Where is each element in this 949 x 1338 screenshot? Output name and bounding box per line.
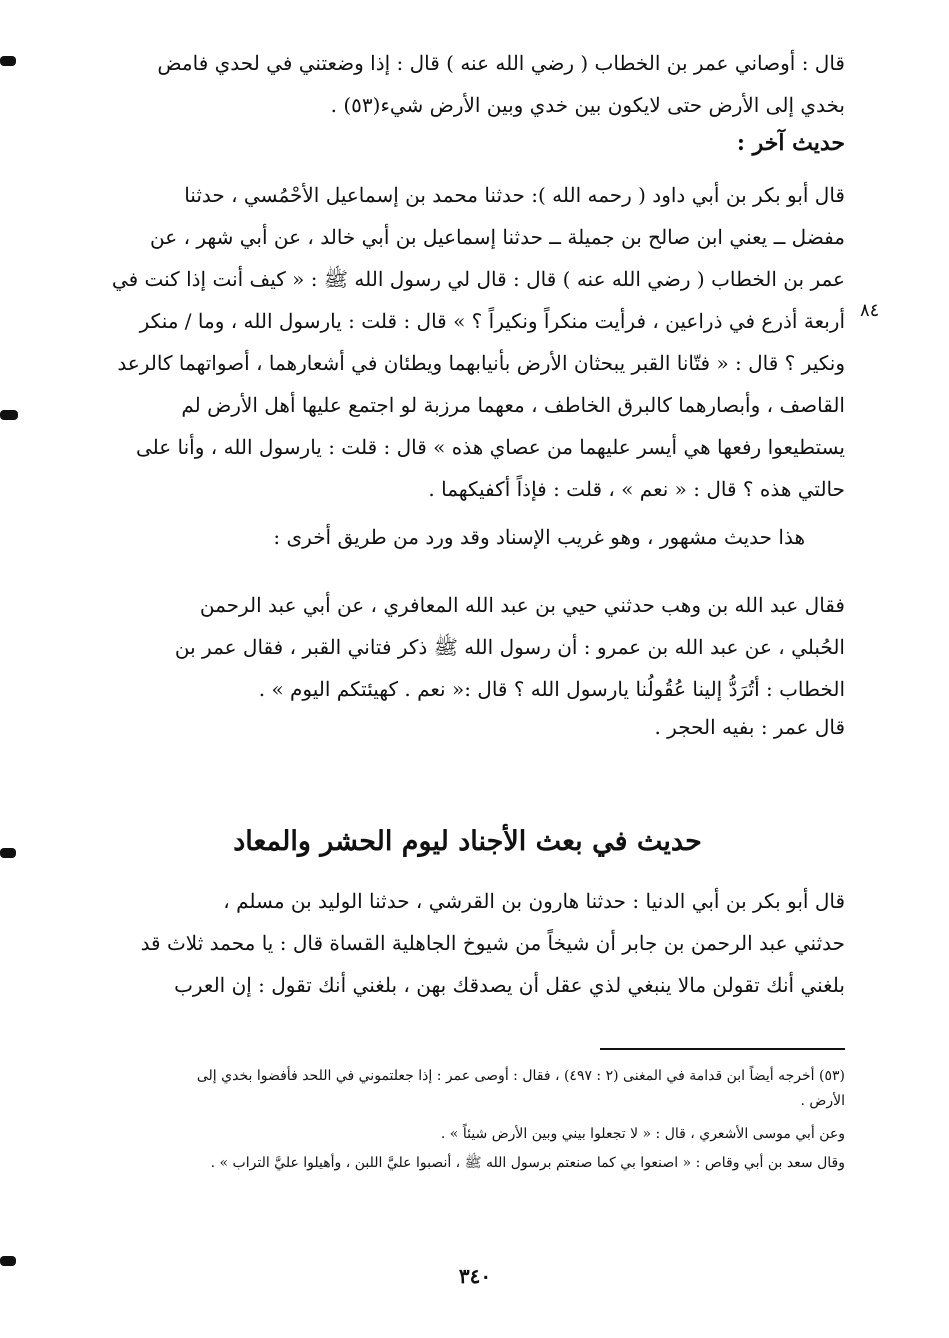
paragraph-2 — [90, 174, 845, 510]
binding-mark — [0, 56, 16, 66]
paragraph-5 — [90, 706, 845, 748]
page-number: ٣٤٠ — [458, 1264, 492, 1288]
text-line: فقال عبد الله بن وهب حدثني حيي بن عبد الله المعافري ، عن أبي عبد الرحمن — [199, 593, 845, 617]
text-line: الخطاب : أتُرَدُّ إلينا عُقُولُنا يارسول الله ؟ قال :« نعم . كهيئتكم اليوم » . — [258, 677, 845, 701]
text-line: قال : أوصاني عمر بن الخطاب ( رضي الله عنه ) قال : إذا وضعتني في لحدي فامض — [157, 51, 845, 75]
binding-mark — [0, 848, 16, 858]
text-line: قال أبو بكر بن أبي داود ( رحمه الله ): حدثنا محمد بن إسماعيل الأحْمُسي ، حدثنا — [184, 183, 845, 207]
text-line: مفضل ــ يعني ابن صالح بن جميلة ــ حدثنا إسماعيل بن أبي خالد ، عن أبي شهر ، عن — [150, 225, 845, 249]
text-line: هذا حديث مشهور ، وهو غريب الإسناد وقد ورد من طريق أخرى : — [273, 525, 805, 549]
text-line: حالتي هذه ؟ قال : « نعم » ، قلت : فإذاً أكفيكهما . — [428, 477, 845, 501]
text-line: أربعة أذرع في ذراعين ، فرأيت منكراً ونكيراً ؟ » قال : قلت : يارسول الله ، وما / منكر — [139, 309, 845, 333]
text-line: قال عمر : بفيه الحجر . — [654, 715, 845, 739]
footnote-line: وقال سعد بن أبي وقاص : « اصنعوا بي كما صنعتم برسول الله ﷺ ، أنصبوا عليَّ اللبن ، وأهيلوا عليَّ التراب » . — [210, 1155, 845, 1171]
footnote-line: (٥٣) أخرجه أيضاً ابن قدامة في المغنى (٢ : ٤٩٧) ، فقال : أوصى عمر : إذا جعلتموني في اللحد فأفضوا بخدي إلى — [196, 1068, 845, 1084]
text-line: حدثني عبد الرحمن بن جابر أن شيخاً من شيوخ الجاهلية القساة قال : يا محمد ثلاث قد — [140, 931, 845, 955]
margin-number: ٨٤ — [860, 300, 880, 321]
footnote-line: الأرض . — [800, 1093, 845, 1109]
text-line: الحُبلي ، عن عبد الله بن عمرو : أن رسول الله ﷺ ذكر فتاني القبر ، فقال عمر بن — [174, 635, 845, 659]
paragraph-3 — [90, 516, 845, 558]
text-line: عمر بن الخطاب ( رضي الله عنه ) قال : قال لي رسول الله ﷺ : « كيف أنت إذا كنت في — [111, 267, 845, 291]
text-line: قال أبو بكر بن أبي الدنيا : حدثنا هارون بن القرشي ، حدثنا الوليد بن مسلم ، — [223, 889, 845, 913]
paragraph-1 — [90, 42, 845, 126]
text-line: ونكير ؟ قال : « فتّانا القبر يبحثان الأرض بأنيابهما ويطئان في أشعارهما ، أصواتهما كالرعد — [117, 351, 845, 375]
text-line: بلغني أنك تقولن مالا ينبغي لذي عقل أن يصدقك بهن ، بلغني أنك تقول : إن العرب — [174, 973, 845, 997]
heading-another-hadith: حديث آخر : — [736, 130, 845, 156]
footnote-line: وعن أبي موسى الأشعري ، قال : « لا تجعلوا بيني وبين الأرض شيئاً » . — [440, 1126, 845, 1142]
text-line: يستطيعوا رفعها هي أيسر عليهما من عصاي هذه » قال : قلت : يارسول الله ، وأنا على — [135, 435, 845, 459]
text-line: بخدي إلى الأرض حتى لايكون بين خدي وبين الأرض شيء(٥٣) . — [330, 93, 845, 117]
binding-mark — [0, 410, 18, 420]
section-title: حديث في بعث الأجناد ليوم الحشر والمعاد — [233, 826, 702, 857]
text-line: القاصف ، وأبصارهما كالبرق الخاطف ، معهما مرزبة لو اجتمع عليها أهل الأرض لم — [181, 393, 845, 417]
paragraph-4 — [90, 584, 845, 710]
footnotes — [90, 1064, 845, 1176]
paragraph-6 — [90, 880, 845, 1006]
footnote-separator — [600, 1048, 845, 1050]
binding-mark — [0, 1256, 16, 1266]
